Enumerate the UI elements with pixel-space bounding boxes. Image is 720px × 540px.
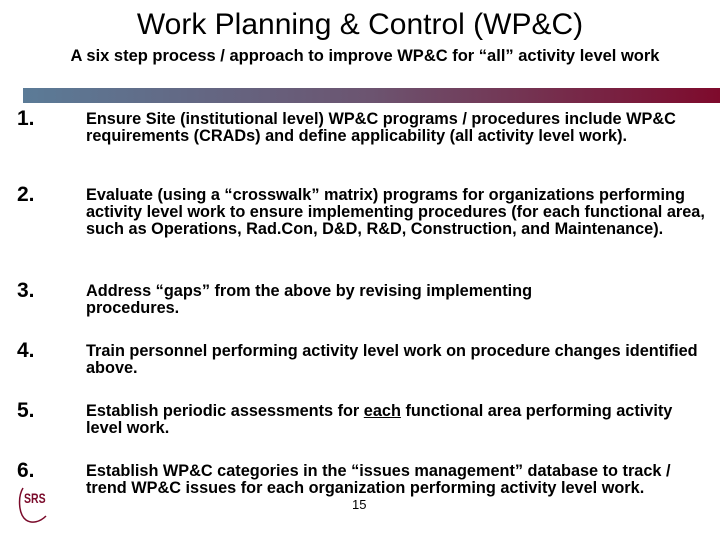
step-text: Address “gaps” from the above by revising implementing procedures.: [86, 282, 533, 317]
step-number: 2.: [17, 183, 35, 206]
step-number: 4.: [17, 339, 35, 362]
step-text-emphasis: each: [363, 402, 401, 420]
gradient-divider: [23, 88, 720, 103]
step-text: Train personnel performing activity level work on procedure changes identified above.: [86, 342, 698, 377]
step-text: Ensure Site (institutional level) WP&C programs / procedures include WP&C requirements (CRADs) and define applicability (all activity level work).: [86, 110, 676, 145]
step-number: 3.: [17, 279, 35, 302]
slide-subtitle: A six step process / approach to improve WP&C for “all” activity level work: [70, 47, 660, 65]
step-number: 5.: [17, 399, 35, 422]
step-text-part: functional area performing activity level work.: [86, 402, 673, 437]
slide-title: Work Planning & Control (WP&C): [136, 8, 584, 41]
page-number: 15: [352, 497, 367, 512]
step-number: 1.: [17, 107, 35, 130]
srs-logo: [18, 486, 58, 524]
step-number: 6.: [17, 459, 35, 482]
logo-text: SRS: [24, 490, 46, 506]
step-text: Establish WP&C categories in the “issues management” database to track / trend WP&C issues for each organization performing activity level work.: [86, 462, 671, 497]
step-text-part: Establish periodic assessments for: [86, 402, 364, 420]
step-text: [86, 403, 706, 437]
step-text: Evaluate (using a “crosswalk” matrix) programs for organizations performing activity level work to ensure implementing procedures (for each functional area, such as Operations, Rad.Con, D&D, R&D, Construction, and Maintenance).: [86, 186, 705, 238]
